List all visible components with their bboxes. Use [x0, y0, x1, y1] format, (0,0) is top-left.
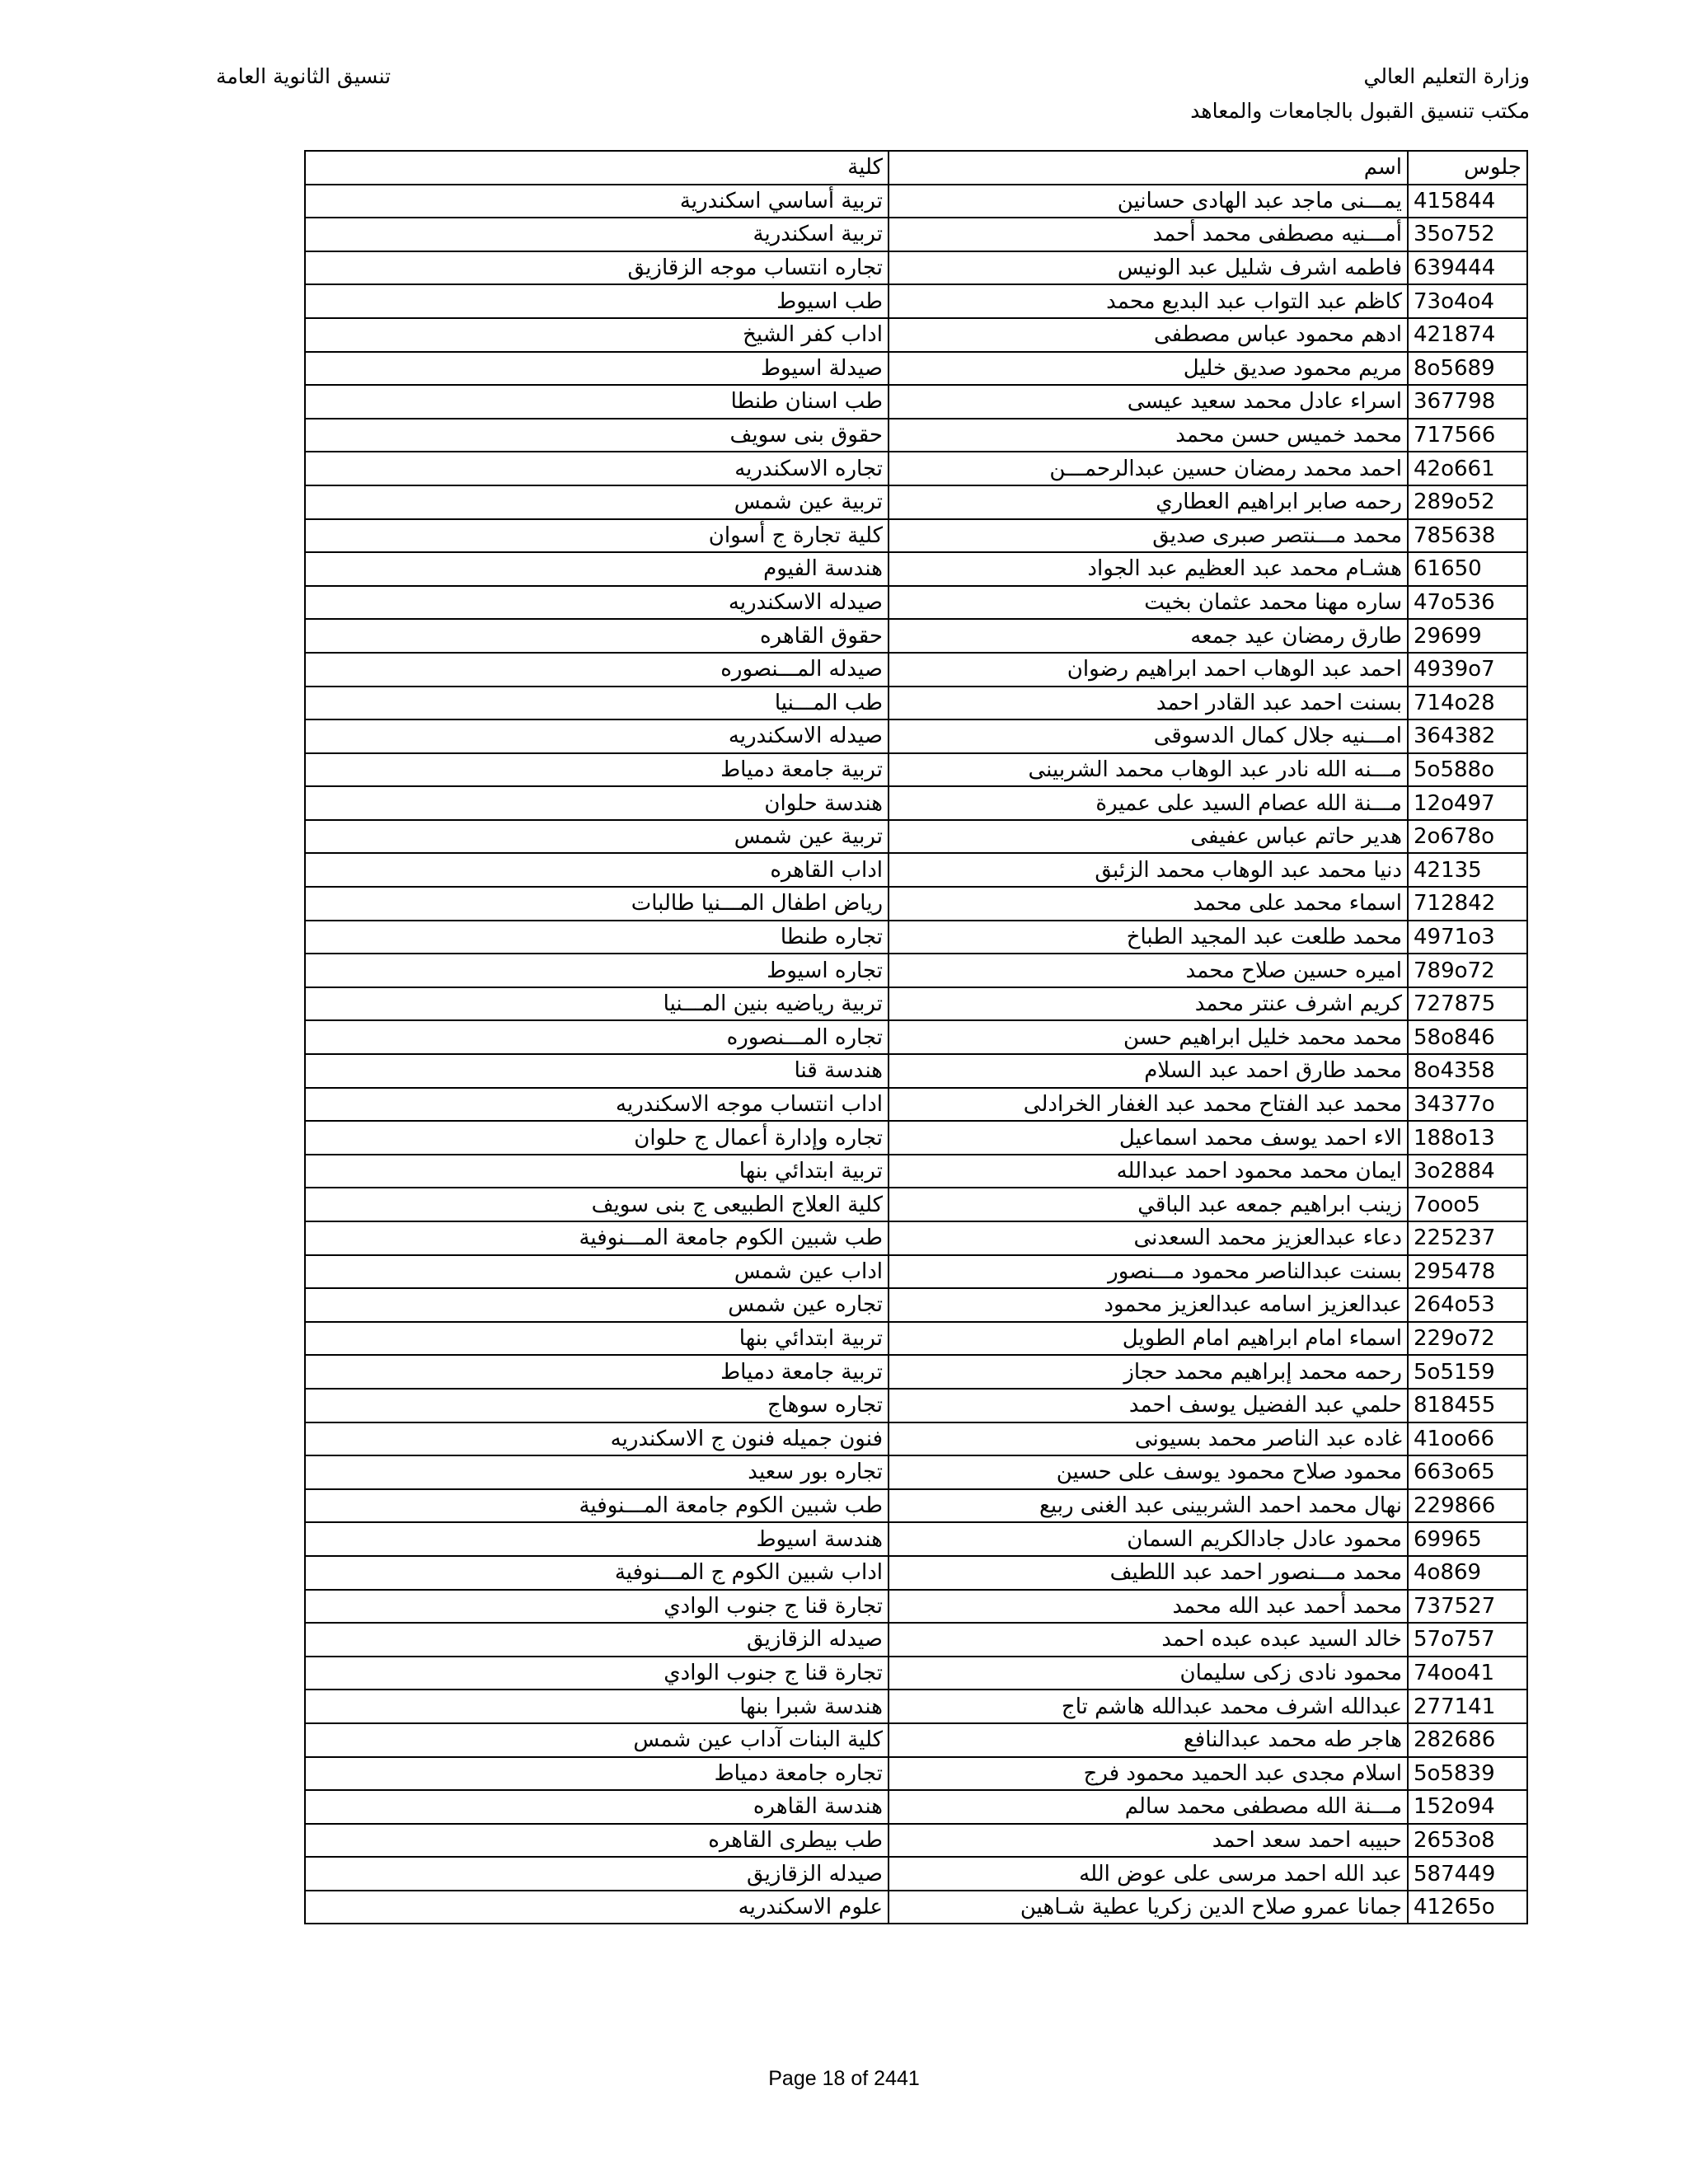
faculty-cell: كلية تجارة ج أسوان: [305, 519, 889, 553]
seat-cell: 29699: [1408, 619, 1527, 653]
name-cell: محمود عادل جادالكريم السمان: [889, 1522, 1408, 1556]
faculty-cell: هندسة حلوان: [305, 786, 889, 820]
seat-cell: 415844: [1408, 185, 1527, 218]
table-row: [305, 1690, 1527, 1723]
faculty-cell: تجاره وإدارة أعمال ج حلوان: [305, 1121, 889, 1155]
seat-cell: 3o2884: [1408, 1155, 1527, 1188]
header-left: [216, 59, 391, 94]
table-row: [305, 385, 1527, 419]
seat-cell: 35o752: [1408, 218, 1527, 251]
seat-cell: 727875: [1408, 987, 1527, 1021]
faculty-cell: تجارة قنا ج جنوب الوادي: [305, 1657, 889, 1690]
table-row: [305, 218, 1527, 251]
name-cell: اسماء محمد على محمد: [889, 887, 1408, 921]
name-cell: ايمان محمد محمود احمد عبدالله: [889, 1155, 1408, 1188]
name-cell: اسراء عادل محمد سعيد عيسى: [889, 385, 1408, 419]
name-cell: محمد مـــنتصر صبرى صديق: [889, 519, 1408, 553]
table-row: [305, 452, 1527, 485]
seat-cell: 818455: [1408, 1389, 1527, 1422]
table-row: [305, 653, 1527, 687]
faculty-cell: صيدله الاسكندريه: [305, 719, 889, 753]
name-cell: احمد عبد الوهاب احمد ابراهيم رضوان: [889, 653, 1408, 687]
seat-cell: 737527: [1408, 1590, 1527, 1624]
name-cell: خالد السيد عبده عبده احمد: [889, 1623, 1408, 1657]
name-cell: محمد مـــنصور احمد عبد اللطيف: [889, 1556, 1408, 1590]
faculty-cell: هندسة القاهره: [305, 1790, 889, 1824]
seat-cell: 2653o8: [1408, 1824, 1527, 1858]
table-row: [305, 954, 1527, 987]
faculty-cell: طب المـــنيا: [305, 687, 889, 720]
name-cell: محمد طلعت عبد المجيد الطباخ: [889, 921, 1408, 954]
seat-cell: 58o846: [1408, 1020, 1527, 1054]
faculty-cell: صيدله الزقازيق: [305, 1623, 889, 1657]
seat-cell: 34377o: [1408, 1088, 1527, 1122]
faculty-cell: تجاره المـــنصوره: [305, 1020, 889, 1054]
faculty-cell: تجاره سوهاج: [305, 1389, 889, 1422]
table-row: [305, 1355, 1527, 1389]
seat-cell: 2o678o: [1408, 820, 1527, 854]
table-row: [305, 853, 1527, 887]
name-cell: كريم اشرف عنتر محمد: [889, 987, 1408, 1021]
name-cell: رحمه صابر ابراهيم العطاري: [889, 485, 1408, 519]
name-cell: دعاء عبدالعزيز محمد السعدنى: [889, 1221, 1408, 1255]
table-row: [305, 519, 1527, 553]
seat-cell: 277141: [1408, 1690, 1527, 1723]
name-cell: امـــنيه جلال كمال الدسوقى: [889, 719, 1408, 753]
faculty-cell: تربية ابتدائي بنها: [305, 1155, 889, 1188]
seat-cell: 41265o: [1408, 1891, 1527, 1924]
seat-cell: 74oo41: [1408, 1657, 1527, 1690]
seat-cell: 5o588o: [1408, 753, 1527, 787]
name-cell: عبدالعزيز اسامه عبدالعزيز محمود: [889, 1288, 1408, 1322]
table-row: [305, 1020, 1527, 1054]
table-row: [305, 1824, 1527, 1858]
seat-cell: 47o536: [1408, 586, 1527, 620]
results-table: [304, 150, 1528, 1924]
seat-cell: 264o53: [1408, 1288, 1527, 1322]
faculty-cell: طب اسنان طنطا: [305, 385, 889, 419]
faculty-cell: اداب عين شمس: [305, 1255, 889, 1289]
faculty-cell: تجارة قنا ج جنوب الوادي: [305, 1590, 889, 1624]
table-row: [305, 1121, 1527, 1155]
name-cell: دنيا محمد عبد الوهاب محمد الزئبق: [889, 853, 1408, 887]
table-row: [305, 1489, 1527, 1523]
seat-cell: 73o4o4: [1408, 284, 1527, 318]
name-cell: عبدالله اشرف محمد عبدالله هاشم تاج: [889, 1690, 1408, 1723]
seat-cell: 57o757: [1408, 1623, 1527, 1657]
name-cell: يمـــنى ماجد عبد الهادى حسانين: [889, 185, 1408, 218]
name-cell: مـــنه الله نادر عبد الوهاب محمد الشربينى: [889, 753, 1408, 787]
table-header-row: [305, 151, 1527, 185]
ministry-title: وزارة التعليم العالي: [1363, 64, 1530, 88]
column-header-faculty: كلية: [305, 151, 889, 185]
table-row: [305, 1657, 1527, 1690]
table-row: [305, 719, 1527, 753]
name-cell: الاء احمد يوسف محمد اسماعيل: [889, 1121, 1408, 1155]
faculty-cell: طب اسيوط: [305, 284, 889, 318]
faculty-cell: صيدله المـــنصوره: [305, 653, 889, 687]
table-row: [305, 552, 1527, 586]
faculty-cell: اداب القاهره: [305, 853, 889, 887]
seat-cell: 5o5159: [1408, 1355, 1527, 1389]
faculty-cell: تجاره اسيوط: [305, 954, 889, 987]
name-cell: ساره مهنا محمد عثمان بخيت: [889, 586, 1408, 620]
table-row: [305, 1522, 1527, 1556]
seat-cell: 229o72: [1408, 1322, 1527, 1356]
seat-cell: 712842: [1408, 887, 1527, 921]
faculty-cell: علوم الاسكندريه: [305, 1891, 889, 1924]
name-cell: محمد طارق احمد عبد السلام: [889, 1054, 1408, 1088]
table-row: [305, 786, 1527, 820]
name-cell: محمود نادى زكى سليمان: [889, 1657, 1408, 1690]
name-cell: اميره حسين صلاح محمد: [889, 954, 1408, 987]
name-cell: فاطمه اشرف شليل عبد الونيس: [889, 251, 1408, 285]
seat-cell: 289o52: [1408, 485, 1527, 519]
name-cell: مـــنة الله عصام السيد على عميرة: [889, 786, 1408, 820]
column-header-name: اسم: [889, 151, 1408, 185]
seat-cell: 61650: [1408, 552, 1527, 586]
table-row: [305, 921, 1527, 954]
seat-cell: 282686: [1408, 1723, 1527, 1757]
name-cell: غاده عبد الناصر محمد بسيونى: [889, 1422, 1408, 1456]
seat-cell: 152o94: [1408, 1790, 1527, 1824]
seat-cell: 8o5689: [1408, 352, 1527, 386]
table-row: [305, 185, 1527, 218]
faculty-cell: كلية العلاج الطبيعى ج بنى سويف: [305, 1188, 889, 1221]
name-cell: جمانا عمرو صلاح الدين زكريا عطية شـاهين: [889, 1891, 1408, 1924]
name-cell: هاجر طه محمد عبدالنافع: [889, 1723, 1408, 1757]
name-cell: عبد الله احمد مرسى على عوض الله: [889, 1857, 1408, 1891]
section-title: تنسيق الثانوية العامة: [216, 64, 392, 88]
seat-cell: 188o13: [1408, 1121, 1527, 1155]
seat-cell: 5o5839: [1408, 1757, 1527, 1791]
header-right: [1190, 59, 1530, 129]
faculty-cell: هندسة قنا: [305, 1054, 889, 1088]
faculty-cell: هندسة الفيوم: [305, 552, 889, 586]
seat-cell: 421874: [1408, 318, 1527, 352]
office-title: مكتب تنسيق القبول بالجامعات والمعاهد: [1190, 99, 1530, 123]
seat-cell: 42135: [1408, 853, 1527, 887]
faculty-cell: تجاره انتساب موجه الزقازيق: [305, 251, 889, 285]
faculty-cell: كلية البنات آداب عين شمس: [305, 1723, 889, 1757]
faculty-cell: تجاره عين شمس: [305, 1288, 889, 1322]
page-number: Page 18 of 2441: [768, 2067, 920, 2090]
seat-cell: 785638: [1408, 519, 1527, 553]
table-row: [305, 1757, 1527, 1791]
table-row: [305, 485, 1527, 519]
table-row: [305, 1556, 1527, 1590]
seat-cell: 714o28: [1408, 687, 1527, 720]
table-row: [305, 1155, 1527, 1188]
faculty-cell: صيدلة اسيوط: [305, 352, 889, 386]
table-row: [305, 318, 1527, 352]
table-row: [305, 1322, 1527, 1356]
seat-cell: 295478: [1408, 1255, 1527, 1289]
faculty-cell: تربية جامعة دمياط: [305, 1355, 889, 1389]
table-row: [305, 1790, 1527, 1824]
table-row: [305, 1389, 1527, 1422]
table-row: [305, 1590, 1527, 1624]
name-cell: محمود صلاح محمود يوسف على حسين: [889, 1455, 1408, 1489]
table-row: [305, 1188, 1527, 1221]
table-row: [305, 419, 1527, 452]
name-cell: رحمه محمد إبراهيم محمد حجاز: [889, 1355, 1408, 1389]
table-row: [305, 987, 1527, 1021]
faculty-cell: تجاره جامعة دمياط: [305, 1757, 889, 1791]
table-row: [305, 1088, 1527, 1122]
name-cell: حلمي عبد الفضيل يوسف احمد: [889, 1389, 1408, 1422]
name-cell: محمد عبد الفتاح محمد عبد الغفار الخرادلى: [889, 1088, 1408, 1122]
seat-cell: 4939o7: [1408, 653, 1527, 687]
name-cell: هدير حاتم عباس عفيفى: [889, 820, 1408, 854]
table-row: [305, 1723, 1527, 1757]
seat-cell: 639444: [1408, 251, 1527, 285]
name-cell: مـــنة الله مصطفى محمد سالم: [889, 1790, 1408, 1824]
faculty-cell: تربية رياضيه بنين المـــنيا: [305, 987, 889, 1021]
name-cell: هشـام محمد عبد العظيم عبد الجواد: [889, 552, 1408, 586]
table-row: [305, 1422, 1527, 1456]
name-cell: اسماء امام ابراهيم امام الطويل: [889, 1322, 1408, 1356]
name-cell: أمـــنيه مصطفى محمد أحمد: [889, 218, 1408, 251]
name-cell: بسنت عبدالناصر محمود مـــنصور: [889, 1255, 1408, 1289]
name-cell: طارق رمضان عيد جمعه: [889, 619, 1408, 653]
seat-cell: 717566: [1408, 419, 1527, 452]
faculty-cell: صيدله الزقازيق: [305, 1857, 889, 1891]
faculty-cell: تربية جامعة دمياط: [305, 753, 889, 787]
name-cell: اسلام مجدى عبد الحميد محمود فرج: [889, 1757, 1408, 1791]
name-cell: بسنت احمد عبد القادر احمد: [889, 687, 1408, 720]
faculty-cell: رياض اطفال المـــنيا طالبات: [305, 887, 889, 921]
table-row: [305, 887, 1527, 921]
faculty-cell: تجاره طنطا: [305, 921, 889, 954]
name-cell: محمد خميس حسن محمد: [889, 419, 1408, 452]
faculty-cell: تربية عين شمس: [305, 485, 889, 519]
table-row: [305, 687, 1527, 720]
faculty-cell: صيدله الاسكندريه: [305, 586, 889, 620]
faculty-cell: تربية ابتدائي بنها: [305, 1322, 889, 1356]
name-cell: كاظم عبد التواب عبد البديع محمد: [889, 284, 1408, 318]
name-cell: محمد محمد خليل ابراهيم حسن: [889, 1020, 1408, 1054]
name-cell: احمد محمد رمضان حسين عبدالرحمـــن: [889, 452, 1408, 485]
table-row: [305, 1857, 1527, 1891]
column-header-seat: جلوس: [1408, 151, 1527, 185]
faculty-cell: اداب كفر الشيخ: [305, 318, 889, 352]
faculty-cell: حقوق بنى سويف: [305, 419, 889, 452]
table-row: [305, 586, 1527, 620]
seat-cell: 229866: [1408, 1489, 1527, 1523]
seat-cell: 367798: [1408, 385, 1527, 419]
table-row: [305, 1255, 1527, 1289]
seat-cell: 7ooo5: [1408, 1188, 1527, 1221]
name-cell: مريم محمود صديق خليل: [889, 352, 1408, 386]
seat-cell: 663o65: [1408, 1455, 1527, 1489]
faculty-cell: طب شبين الكوم جامعة المـــنوفية: [305, 1489, 889, 1523]
table-row: [305, 251, 1527, 285]
name-cell: نهال محمد احمد الشربينى عبد الغنى ربيع: [889, 1489, 1408, 1523]
name-cell: زينب ابراهيم جمعه عبد الباقي: [889, 1188, 1408, 1221]
seat-cell: 69965: [1408, 1522, 1527, 1556]
faculty-cell: هندسة شبرا بنها: [305, 1690, 889, 1723]
seat-cell: 12o497: [1408, 786, 1527, 820]
name-cell: ادهم محمود عباس مصطفى: [889, 318, 1408, 352]
table-row: [305, 619, 1527, 653]
seat-cell: 41oo66: [1408, 1422, 1527, 1456]
faculty-cell: اداب شبين الكوم ج المـــنوفية: [305, 1556, 889, 1590]
seat-cell: 364382: [1408, 719, 1527, 753]
faculty-cell: طب بيطرى القاهره: [305, 1824, 889, 1858]
seat-cell: 225237: [1408, 1221, 1527, 1255]
faculty-cell: تجاره الاسكندريه: [305, 452, 889, 485]
seat-cell: 4o869: [1408, 1556, 1527, 1590]
seat-cell: 4971o3: [1408, 921, 1527, 954]
table-row: [305, 1288, 1527, 1322]
name-cell: محمد أحمد عبد الله محمد: [889, 1590, 1408, 1624]
faculty-cell: تربية عين شمس: [305, 820, 889, 854]
seat-cell: 789o72: [1408, 954, 1527, 987]
seat-cell: 587449: [1408, 1857, 1527, 1891]
table-row: [305, 820, 1527, 854]
table-row: [305, 753, 1527, 787]
table-row: [305, 1623, 1527, 1657]
table-row: [305, 1455, 1527, 1489]
seat-cell: 42o661: [1408, 452, 1527, 485]
faculty-cell: طب شبين الكوم جامعة المـــنوفية: [305, 1221, 889, 1255]
faculty-cell: فنون جميله فنون ج الاسكندريه: [305, 1422, 889, 1456]
seat-cell: 8o4358: [1408, 1054, 1527, 1088]
table-row: [305, 1891, 1527, 1924]
faculty-cell: حقوق القاهره: [305, 619, 889, 653]
faculty-cell: تربية أساسي اسكندرية: [305, 185, 889, 218]
name-cell: حبيبه احمد سعد احمد: [889, 1824, 1408, 1858]
faculty-cell: اداب انتساب موجه الاسكندريه: [305, 1088, 889, 1122]
faculty-cell: هندسة اسيوط: [305, 1522, 889, 1556]
faculty-cell: تجاره بور سعيد: [305, 1455, 889, 1489]
table-row: [305, 352, 1527, 386]
faculty-cell: تربية اسكندرية: [305, 218, 889, 251]
table-row: [305, 284, 1527, 318]
table-row: [305, 1221, 1527, 1255]
table-row: [305, 1054, 1527, 1088]
